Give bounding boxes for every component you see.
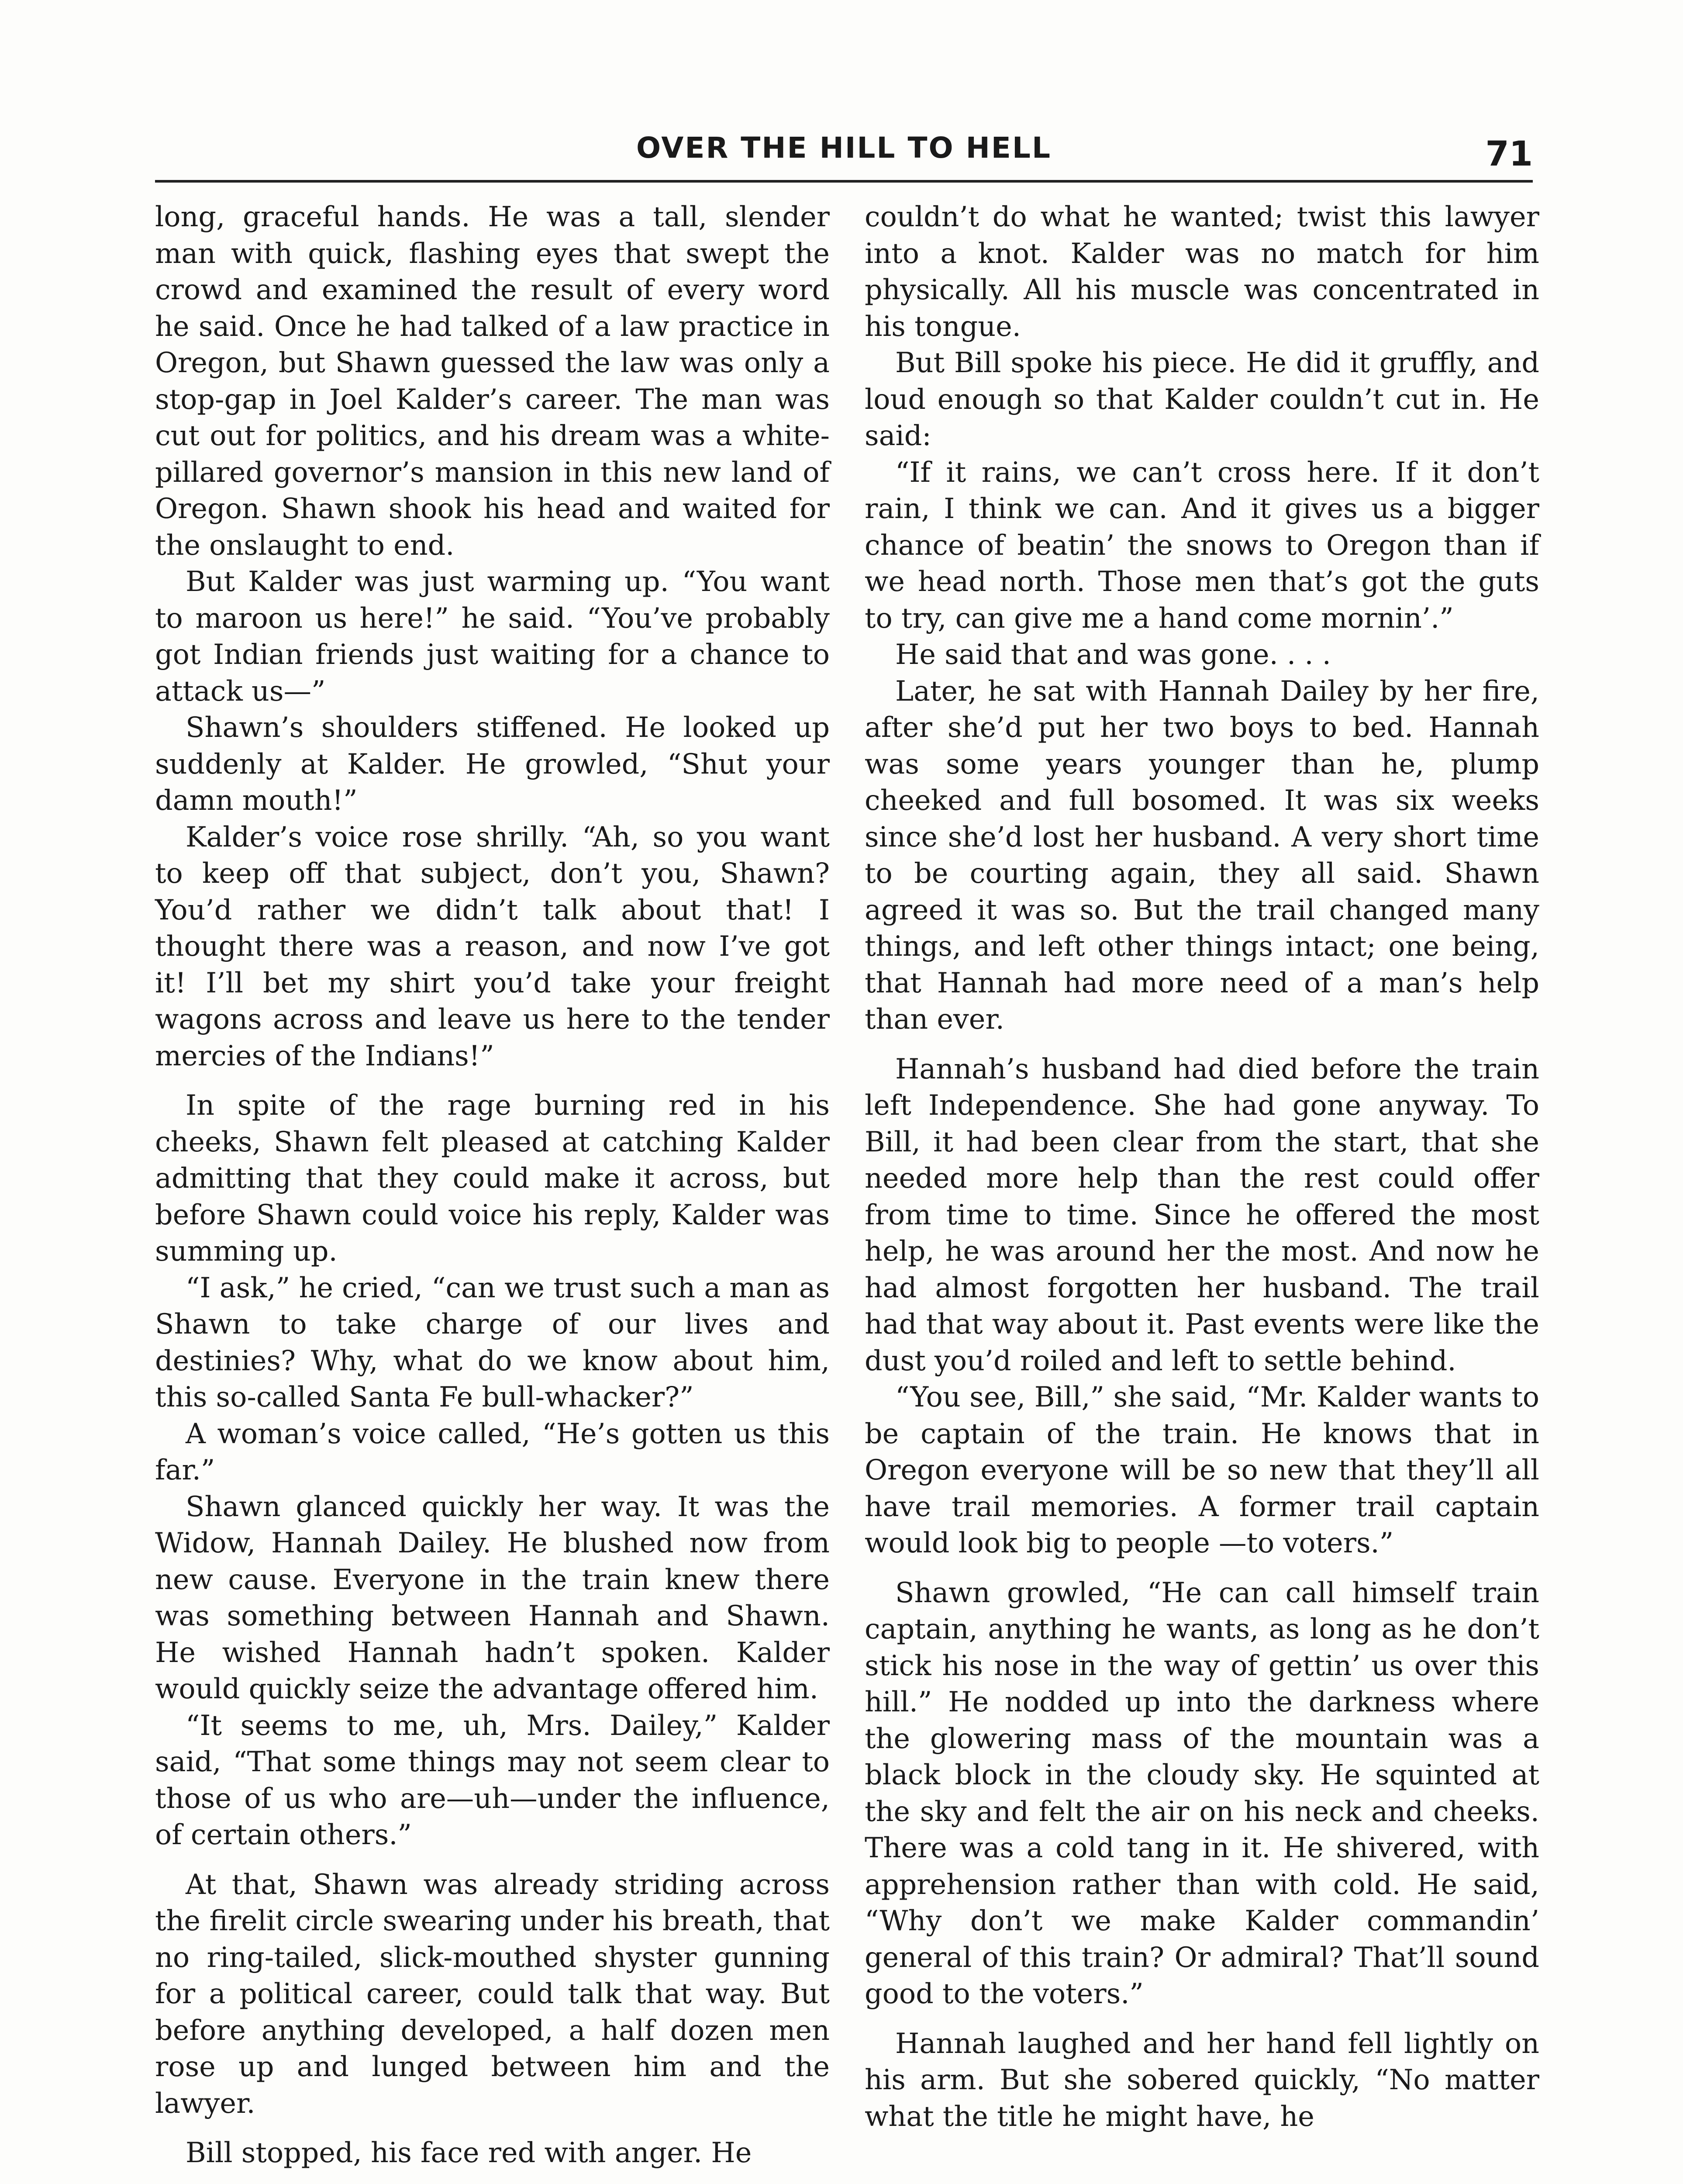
paragraph: “It seems to me, uh, Mrs. Dailey,” Kalder said, “That some things may not seem clear to those of us who are—uh—under the influence, of certain others.”: [155, 1709, 830, 1851]
paragraph: A woman’s voice called, “He’s gotten us this far.”: [155, 1417, 830, 1486]
paragraph: But Kalder was just warming up. “You want to maroon us here!” he said. “You’ve probably got Indian friends just waiting for a chance to attack us—”: [155, 565, 830, 707]
paragraph: He said that and was gone. . . .: [895, 638, 1331, 670]
paragraph: In spite of the rage burning red in his cheeks, Shawn felt pleased at catching Kalder admitting that they could make it across, but before Shawn could voice his reply, Kalder was summing up.: [155, 1089, 830, 1267]
paragraph: “You see, Bill,” she said, “Mr. Kalder wants to be captain of the train. He knows that in Oregon everyone will be so new that they’ll all have trail memories. A former trail captain would look big to people —to voters.”: [865, 1381, 1539, 1559]
paragraph: Bill stopped, his face red with anger. He: [186, 2136, 752, 2169]
running-title: OVER THE HILL TO HELL: [636, 131, 1052, 165]
paragraph: Later, he sat with Hannah Dailey by her fire, after she’d put her two boys to bed. Hannah was some years younger than he, plump cheeked and full bosomed. It was six weeks since she’d lost her husband. A very short time to be courting again, they all said. Shawn agreed it was so. But the trail changed many things, and left other things intact; one being, that Hannah had more need of a man’s help than ever.: [865, 674, 1539, 1035]
paragraph: Shawn’s shoulders stiffened. He looked up suddenly at Kalder. He growled, “Shut your damn mouth!”: [155, 711, 830, 816]
paragraph: Kalder’s voice rose shrilly. “Ah, so you want to keep off that subject, don’t you, Shawn? You’d rather we didn’t talk about that! I thought there was a reason, and now I’ve got it! I’ll bet my shirt you’d take your freight wagons across and leave us here to the tender mercies of the Indians!”: [155, 820, 830, 1072]
paragraph: “If it rains, we can’t cross here. If it don’t rain, I think we can. And it gives us a bigger chance of beatin’ the snows to Oregon than if we head north. Those men that’s got the guts to try, can give me a hand come mornin’.”: [865, 456, 1539, 634]
text-column-left: [155, 199, 830, 2171]
paragraph: Hannah’s husband had died before the train left Independence. She had gone anyway. To Bill, it had been clear from the start, that she needed more help than the rest could offer from time to time. Since he offered the most help, he was around her the most. And now he had almost forgotten her husband. The trail had that way about it. Past events were like the dust you’d roiled and left to settle behind.: [865, 1052, 1539, 1377]
paragraph: couldn’t do what he wanted; twist this lawyer into a knot. Kalder was no match for him physically. All his muscle was concentrated in his tongue.: [865, 200, 1539, 342]
paragraph: long, graceful hands. He was a tall, slender man with quick, flashing eyes that swept the crowd and examined the result of every word he said. Once he had talked of a law practice in Oregon, but Shawn guessed the law was only a stop-gap in Joel Kalder’s career. The man was cut out for politics, and his dream was a white-pillared governor’s mansion in this new land of Oregon. Shawn shook his head and waited for the onslaught to end.: [155, 200, 830, 561]
paragraph: Hannah laughed and her hand fell lightly on his arm. But she sobered quickly, “No matter what the title he might have, he: [865, 2027, 1539, 2132]
page-number: 71: [1485, 135, 1533, 174]
paragraph: But Bill spoke his piece. He did it gruffly, and loud enough so that Kalder couldn’t cut in. He said:: [865, 346, 1539, 452]
text-column-right: [865, 199, 1539, 2135]
paragraph: At that, Shawn was already striding across the firelit circle swearing under his breath, that no ring-tailed, slick-mouthed shyster gunning for a political career, could talk that way. But before anything developed, a half dozen men rose up and lunged between him and the lawyer.: [155, 1868, 830, 2119]
paragraph: “I ask,” he cried, “can we trust such a man as Shawn to take charge of our lives and destinies? Why, what do we know about him, this so-called Santa Fe bull-whacker?”: [155, 1271, 830, 1413]
paragraph: Shawn glanced quickly her way. It was the Widow, Hannah Dailey. He blushed now from new cause. Everyone in the train knew there was something between Hannah and Shawn. He wished Hannah hadn’t spoken. Kalder would quickly seize the advantage offered him.: [155, 1490, 830, 1705]
page-header: [155, 127, 1533, 179]
paragraph: Shawn growled, “He can call himself train captain, anything he wants, as long as he don’t stick his nose in the way of gettin’ us over this hill.” He nodded up into the darkness where the glowering mass of the mountain was a black block in the cloudy sky. He squinted at the sky and felt the air on his neck and cheeks. There was a cold tang in it. He shivered, with apprehension rather than with cold. He said, “Why don’t we make Kalder commandin’ general of this train? Or admiral? That’ll sound good to the voters.”: [865, 1576, 1539, 2010]
header-rule: [155, 180, 1533, 183]
